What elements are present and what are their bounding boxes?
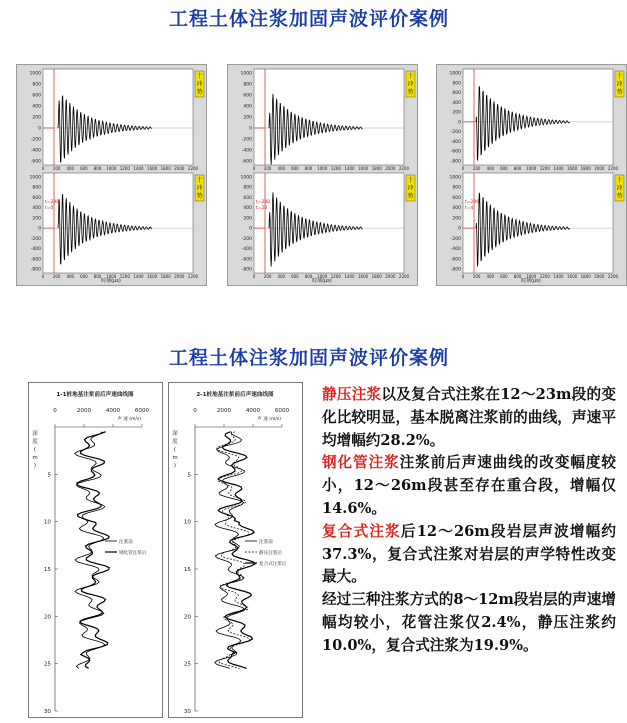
x-tick-label: 400	[486, 166, 495, 171]
x-tick-label: 800	[304, 274, 313, 279]
channel-tag-glyph: 十	[616, 73, 623, 80]
x-tick-label: 200	[52, 166, 61, 171]
y-tick-label: -800	[241, 267, 252, 273]
y-tick-label: -600	[241, 159, 252, 165]
x-tick-label: 1000	[317, 166, 328, 171]
x-tick-label: 1800	[371, 274, 382, 279]
x-tick-label: 200	[263, 166, 272, 171]
x-tick-label: 2000	[594, 274, 605, 279]
y-tick-label: 15	[43, 567, 51, 573]
top-title: 工程土体注浆加固声波评价案例	[168, 8, 449, 30]
emphasis-static-pressure: 静压注浆	[322, 386, 382, 403]
y-tick-label: 0	[38, 126, 41, 132]
y-tick-label: 400	[452, 206, 461, 212]
profile-chart-2	[168, 382, 303, 718]
x-tick-label: 800	[513, 274, 522, 279]
channel-tag-glyph: 势	[407, 193, 414, 200]
y-tick-label: -400	[30, 247, 41, 253]
y-tick-label: 30	[183, 709, 191, 715]
channel-tag-glyph: 势	[616, 193, 623, 200]
y-tick-label: 200	[243, 115, 252, 121]
x-tick-label: 1600	[357, 274, 369, 279]
y-tick-label: 1000	[29, 71, 41, 77]
y-tick-label: -200	[450, 130, 461, 136]
y-tick-label: 600	[243, 195, 252, 201]
x-tick-label: 600	[80, 274, 88, 279]
y-tick-label: 0	[249, 226, 252, 232]
x-tick-label: 2000	[76, 408, 92, 414]
x-tick-label: 2000	[385, 166, 396, 171]
y-tick-label: 0	[458, 226, 461, 232]
y-tick-label: -600	[30, 159, 41, 165]
y-tick-label: -600	[241, 257, 252, 263]
x-tick-label: 1600	[566, 166, 578, 171]
x-axis-label: 时域(μs)	[312, 278, 332, 284]
x-tick-label: 2200	[398, 274, 410, 279]
x-tick-label: 1600	[357, 166, 369, 171]
x-tick-label: 2000	[594, 166, 605, 171]
x-axis-unit: 声 速 (m/s)	[117, 417, 141, 422]
y-tick-label: 20	[43, 614, 51, 621]
y-tick-label: -200	[30, 137, 41, 143]
y-tick-label: 1000	[240, 71, 252, 77]
x-tick-label: 6000	[134, 408, 150, 414]
y-tick-label: 400	[243, 206, 252, 212]
channel-tag-glyph: 势	[407, 89, 414, 96]
x-tick-label: 2200	[398, 166, 410, 171]
channel-tag-glyph: 十	[196, 73, 203, 80]
channel-tag-glyph: 势	[196, 193, 203, 200]
x-tick-label: 1400	[344, 274, 355, 279]
y-tick-label: -600	[450, 257, 461, 263]
x-tick-label: 1000	[317, 274, 328, 279]
waveform-panel-2	[227, 64, 418, 286]
y-tick-label: 15	[183, 567, 191, 573]
x-tick-label: 200	[472, 166, 481, 171]
y-tick-label: 600	[32, 93, 41, 99]
wave-plot-area	[254, 173, 404, 273]
x-tick-label: 800	[304, 166, 313, 171]
y-tick-label: -400	[241, 148, 252, 154]
y-tick-label: 0	[249, 126, 252, 132]
channel-tag-glyph: 十	[616, 177, 623, 184]
profile-chart-title: 2-1桩地基注浆前后声速曲线图	[196, 392, 274, 398]
channel-tag-glyph: 十	[407, 73, 414, 80]
y-tick-label: 30	[43, 709, 51, 715]
paragraph-3-text: 后12～26m段岩层声波增幅约37.3%，复合式注浆对岩层的声学特性改变最大。	[322, 522, 616, 586]
y-tick-label: -200	[450, 236, 461, 242]
x-tick-label: 0	[193, 408, 197, 414]
y-axis-label-glyph: 度	[172, 439, 178, 445]
x-tick-label: 1000	[106, 166, 117, 171]
y-tick-label: -200	[30, 236, 41, 242]
y-tick-label: 400	[32, 104, 41, 110]
channel-tag-glyph: 势	[616, 89, 623, 96]
x-tick-label: 1400	[553, 274, 564, 279]
y-tick-label: 25	[183, 661, 191, 668]
y-tick-label: 200	[452, 110, 461, 116]
x-tick-label: 0	[53, 408, 57, 414]
y-tick-label: 800	[243, 185, 252, 191]
x-tick-label: 1800	[371, 166, 382, 171]
channel-tag-glyph: 十	[196, 177, 203, 184]
x-tick-label: 600	[500, 274, 508, 279]
y-tick-label: 200	[32, 115, 41, 121]
x-tick-label: 1800	[160, 274, 171, 279]
y-tick-label: 5	[187, 472, 191, 479]
x-tick-label: 1600	[146, 166, 158, 171]
cursor-readout: t=22	[256, 206, 268, 211]
y-tick-label: 800	[243, 82, 252, 88]
x-tick-label: 1800	[160, 166, 171, 171]
middle-title: 工程土体注浆加固声波评价案例	[168, 347, 449, 369]
x-tick-label: 1400	[133, 166, 144, 171]
x-tick-label: 400	[277, 274, 286, 279]
channel-tag-glyph: 冲	[407, 81, 414, 88]
y-tick-label: 800	[452, 185, 461, 191]
paragraph-summary: 经过三种注浆方式的8～12m段岩层的声速增幅均较小，花管注浆仅2.4%，静压注浆约10.0%，复合式注浆为19.9%。	[322, 591, 617, 654]
x-tick-label: 1000	[526, 166, 537, 171]
y-axis-label-glyph: 深	[32, 431, 38, 437]
x-tick-label: 0	[252, 274, 256, 279]
y-axis-label-glyph: )	[33, 463, 37, 469]
y-tick-label: -800	[450, 159, 461, 165]
x-tick-label: 600	[291, 166, 299, 171]
y-tick-label: -600	[450, 149, 461, 155]
y-tick-label: -400	[450, 247, 461, 253]
y-tick-label: -400	[450, 139, 461, 145]
x-tick-label: 1200	[119, 166, 130, 171]
paragraph-composite	[322, 521, 616, 589]
x-tick-label: 600	[80, 166, 88, 171]
channel-tag-glyph: 冲	[196, 185, 203, 192]
y-tick-label: 25	[43, 661, 51, 668]
x-tick-label: 400	[486, 274, 495, 279]
x-tick-label: 1800	[580, 274, 591, 279]
x-tick-label: 1600	[566, 274, 578, 279]
legend-label: 注浆前	[259, 539, 273, 545]
y-tick-label: 0	[38, 226, 41, 232]
y-tick-label: -600	[30, 257, 41, 263]
x-tick-label: 0	[461, 166, 465, 171]
wave-plot-area	[254, 69, 404, 165]
y-tick-label: 0	[458, 120, 461, 126]
waveform-panel-1	[16, 64, 207, 286]
x-tick-label: 2200	[607, 274, 619, 279]
x-tick-label: 1200	[539, 274, 550, 279]
x-tick-label: 0	[41, 166, 45, 171]
cursor-readout: t=0	[45, 206, 54, 211]
emphasis-steel-pipe: 钢化管注浆	[322, 454, 400, 472]
x-tick-label: 400	[66, 274, 75, 279]
legend-label: 复合式注浆后	[259, 561, 287, 567]
y-tick-label: 200	[243, 216, 252, 222]
y-tick-label: 200	[32, 216, 41, 222]
y-tick-label: -800	[450, 267, 461, 273]
x-tick-label: 800	[513, 166, 522, 171]
x-tick-label: 2000	[174, 274, 185, 279]
x-tick-label: 1200	[330, 274, 341, 279]
y-axis-label-glyph: m	[32, 455, 38, 461]
x-tick-label: 400	[66, 166, 75, 171]
explanation-text	[322, 384, 616, 658]
cursor-readout: t=296.	[465, 200, 481, 205]
x-tick-label: 200	[472, 274, 481, 279]
x-tick-label: 0	[461, 274, 465, 279]
x-tick-label: 1400	[553, 166, 564, 171]
x-tick-label: 4000	[105, 408, 121, 414]
channel-tag-glyph: 冲	[616, 185, 623, 192]
y-axis-label-glyph: (	[173, 447, 177, 453]
y-tick-label: 1000	[449, 71, 461, 77]
x-tick-label: 4000	[245, 408, 261, 414]
x-tick-label: 0	[252, 166, 256, 171]
y-tick-label: -400	[241, 247, 252, 253]
y-tick-label: 800	[32, 185, 41, 191]
y-axis-label-glyph: 深	[172, 431, 178, 437]
x-tick-label: 1200	[119, 274, 130, 279]
x-tick-label: 0	[41, 274, 45, 279]
cursor-readout: t=4	[465, 206, 474, 211]
x-tick-label: 400	[277, 166, 286, 171]
velocity-curve	[218, 432, 255, 669]
x-tick-label: 2000	[216, 408, 232, 414]
y-tick-label: 800	[32, 82, 41, 88]
legend-label: 钢化管注浆后	[119, 550, 147, 556]
y-tick-label: 400	[452, 100, 461, 106]
x-tick-label: 6000	[274, 408, 290, 414]
y-tick-label: 1000	[29, 175, 41, 181]
y-axis-label-glyph: 度	[32, 439, 38, 445]
y-tick-label: -400	[30, 148, 41, 154]
legend-label: 注浆前	[119, 539, 133, 545]
channel-tag-glyph: 势	[196, 89, 203, 96]
x-tick-label: 1600	[146, 274, 158, 279]
x-axis-label: 时域(μs)	[101, 278, 121, 284]
y-tick-label: -800	[30, 267, 41, 273]
x-tick-label: 1400	[133, 274, 144, 279]
channel-tag-glyph: 冲	[616, 81, 623, 88]
y-tick-label: 20	[183, 614, 191, 621]
cursor-readout: t=298.	[45, 200, 61, 205]
paragraph-1-text: 以及复合式注浆在12～23m段的变化比较明显，基本脱离注浆前的曲线，声速平均增幅约28.2%。	[322, 386, 616, 449]
x-tick-label: 1800	[580, 166, 591, 171]
y-tick-label: 200	[452, 216, 461, 222]
y-tick-label: 1000	[240, 175, 252, 181]
y-tick-label: -200	[241, 137, 252, 143]
channel-tag-glyph: 十	[407, 177, 414, 184]
x-tick-label: 800	[93, 166, 102, 171]
legend-label: 静压注浆后	[259, 550, 282, 556]
y-tick-label: 600	[452, 195, 461, 201]
channel-tag-glyph: 冲	[196, 81, 203, 88]
x-tick-label: 2200	[607, 166, 619, 171]
paragraph-2-text: 注浆前后声速曲线的改变幅度较小，12～26m段甚至存在重合段，增幅仅14.6%。	[322, 454, 616, 517]
channel-tag-glyph: 冲	[407, 185, 414, 192]
y-tick-label: 400	[32, 206, 41, 212]
x-tick-label: 1000	[526, 274, 537, 279]
x-tick-label: 200	[263, 274, 272, 279]
velocity-curve	[77, 432, 109, 669]
y-tick-label: 5	[47, 472, 51, 479]
velocity-curve	[215, 432, 245, 669]
x-tick-label: 200	[52, 274, 61, 279]
y-tick-label: 10	[43, 519, 51, 526]
y-tick-label: 1000	[449, 175, 461, 181]
y-tick-label: -200	[241, 236, 252, 242]
cursor-readout: t=280.	[256, 200, 272, 205]
x-axis-unit: 声 速 (m/s)	[257, 417, 281, 422]
x-tick-label: 1200	[330, 166, 341, 171]
y-axis-label-glyph: )	[173, 463, 177, 469]
x-tick-label: 600	[291, 274, 299, 279]
x-tick-label: 1400	[344, 166, 355, 171]
x-tick-label: 1000	[106, 274, 117, 279]
x-tick-label: 800	[93, 274, 102, 279]
y-tick-label: 800	[452, 81, 461, 87]
profile-chart-1	[28, 382, 163, 718]
x-tick-label: 2000	[174, 166, 185, 171]
y-tick-label: 10	[183, 519, 191, 526]
waveform-panel-3	[436, 64, 627, 286]
y-tick-label: 600	[32, 195, 41, 201]
emphasis-composite: 复合式注浆	[322, 522, 401, 540]
y-axis-label-glyph: m	[172, 455, 178, 461]
paragraph-static-pressure	[322, 384, 616, 452]
x-tick-label: 2000	[385, 274, 396, 279]
profile-chart-title: 1-1桩地基注浆前后声速曲线图	[56, 392, 134, 398]
y-tick-label: 600	[243, 93, 252, 99]
x-tick-label: 1200	[539, 166, 550, 171]
x-tick-label: 600	[500, 166, 508, 171]
x-tick-label: 2200	[187, 274, 199, 279]
y-tick-label: 400	[243, 104, 252, 110]
x-tick-label: 2200	[187, 166, 199, 171]
paragraph-steel-pipe	[322, 452, 616, 520]
y-tick-label: 600	[452, 91, 461, 97]
y-axis-label-glyph: (	[33, 447, 37, 453]
x-axis-label: 时域(μs)	[521, 278, 541, 284]
